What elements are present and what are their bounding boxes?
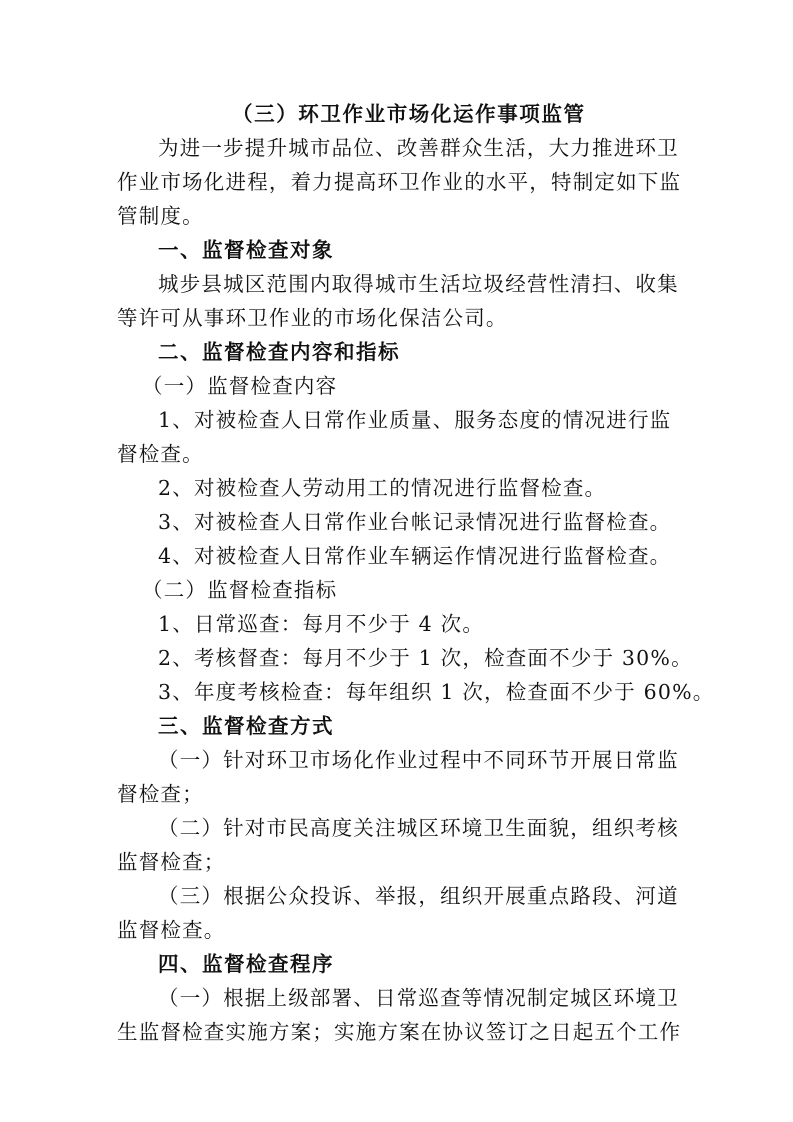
content-item-1: 1、对被检查人日常作业质量、服务态度的情况进行监: [158, 408, 672, 432]
method-item-2: （二）针对市民高度关注城区环境卫生面貌，组织考核: [158, 816, 679, 840]
method-item-3: （三）根据公众投诉、举报，组织开展重点路段、河道: [158, 884, 679, 908]
procedure-item-1: （一）根据上级部署、日常巡查等情况制定城区环境卫: [158, 986, 679, 1010]
heading-inspection-methods: 三、监督检查方式: [158, 714, 334, 738]
indicator-item-2: 2、考核督查：每月不少于 1 次，检查面不少于 30%。: [158, 646, 693, 670]
object-paragraph-line: 城步县城区范围内取得城市生活垃圾经营性清扫、收集: [158, 272, 679, 296]
content-item-1-continued: 督检查。: [117, 442, 204, 466]
method-item-1: （一）针对环卫市场化作业过程中不同环节开展日常监: [158, 748, 679, 772]
heading-inspection-procedure: 四、监督检查程序: [158, 952, 334, 976]
procedure-item-1-continued: 生监督检查实施方案；实施方案在协议签订之日起五个工作: [117, 1020, 682, 1044]
object-paragraph-line: 等许可从事环卫作业的市场化保洁公司。: [117, 306, 508, 330]
heading-content-and-indicators: 二、监督检查内容和指标: [158, 340, 400, 364]
intro-paragraph-line: 管制度。: [117, 204, 204, 228]
subheading-inspection-content: （一）监督检查内容: [142, 374, 338, 398]
content-item-2: 2、对被检查人劳动用工的情况进行监督检查。: [158, 476, 607, 500]
indicator-item-3: 3、年度考核检查：每年组织 1 次，检查面不少于 60%。: [158, 680, 715, 704]
method-item-2-continued: 监督检查；: [117, 850, 226, 874]
method-item-3-continued: 监督检查。: [117, 918, 226, 942]
section-title: （三）环卫作业市场化运作事项监管: [232, 102, 586, 126]
intro-paragraph-line: 作业市场化进程，着力提高环卫作业的水平，特制定如下监: [117, 170, 682, 194]
content-item-3: 3、对被检查人日常作业台帐记录情况进行监督检查。: [158, 510, 672, 534]
indicator-item-1: 1、日常巡查：每月不少于 4 次。: [158, 612, 485, 636]
subheading-inspection-indicators: （二）监督检查指标: [142, 578, 338, 602]
intro-paragraph-line: 为进一步提升城市品位、改善群众生活，大力推进环卫: [158, 136, 679, 160]
content-item-4: 4、对被检查人日常作业车辆运作情况进行监督检查。: [158, 544, 672, 568]
method-item-1-continued: 督检查；: [117, 782, 204, 806]
heading-supervision-object: 一、监督检查对象: [158, 238, 334, 262]
